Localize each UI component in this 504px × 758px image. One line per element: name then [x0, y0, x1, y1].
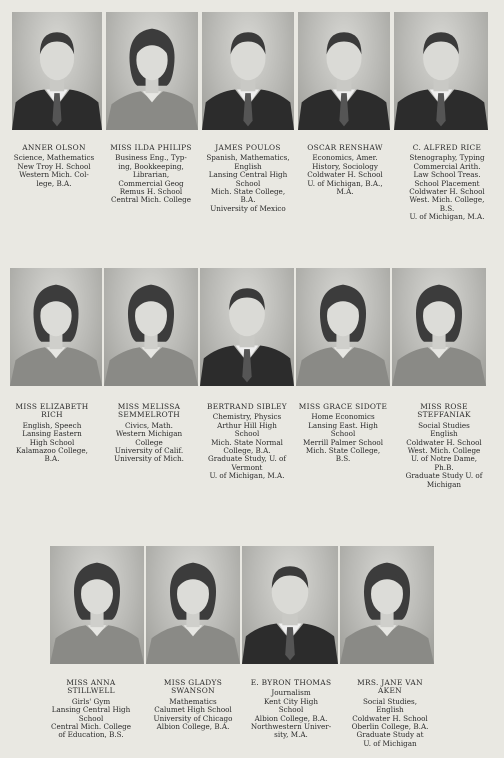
detail-line: New Troy H. School [17, 161, 91, 171]
detail-line: Remus H. School [119, 187, 183, 197]
portrait-photo [10, 268, 102, 386]
detail-line: U. of Michigan [363, 738, 417, 748]
portrait-photo [104, 268, 198, 386]
faculty-caption [98, 144, 204, 205]
faculty-details [196, 154, 300, 213]
detail-line: School [78, 713, 104, 723]
detail-line: Lansing East. High [308, 420, 378, 430]
detail-line: Northwestern Univer- [250, 722, 332, 732]
faculty-name [0, 403, 104, 420]
faculty-caption [0, 403, 104, 464]
name-line: MISS ANNA [66, 678, 116, 687]
detail-line: Spanish, Mathematics, [206, 153, 290, 163]
name-line: JAMES POULOS [215, 143, 281, 152]
faculty-details [96, 422, 202, 464]
faculty-name [2, 144, 106, 152]
faculty-caption [290, 403, 396, 464]
name-line: C. ALFRED RICE [412, 143, 482, 152]
faculty-details [2, 154, 106, 188]
detail-line: Coldwater H. School [307, 170, 383, 180]
portrait-photo [200, 268, 294, 386]
faculty-name [336, 679, 444, 696]
detail-line: Albion College, B.A. [254, 713, 328, 723]
faculty-name [238, 679, 344, 687]
detail-line: Vermont [231, 462, 263, 472]
faculty-name [98, 144, 204, 152]
faculty-details [194, 413, 300, 480]
detail-line: English [430, 429, 458, 439]
detail-line: Mich. State College, [305, 446, 381, 456]
faculty-name [392, 144, 502, 152]
faculty-caption [194, 403, 300, 481]
faculty-details [336, 698, 444, 748]
faculty-details [36, 698, 146, 740]
detail-line: West. Mich. College [407, 446, 481, 456]
detail-line: Coldwater H. School [406, 437, 482, 447]
detail-line: Social Studies, [362, 696, 417, 706]
detail-line: ing, Bookkeeping, [118, 161, 184, 171]
detail-line: Mich. State Normal [211, 437, 283, 447]
detail-line: Lansing Central High [51, 705, 131, 715]
faculty-name [194, 403, 300, 411]
name-line: OSCAR RENSHAW [307, 143, 383, 152]
detail-line: School [330, 429, 356, 439]
detail-line: Social Studies [418, 420, 470, 430]
faculty-caption [140, 679, 246, 731]
detail-line: History, Sociology [312, 161, 378, 171]
faculty-name [36, 679, 146, 696]
faculty-name [96, 403, 202, 420]
detail-line: U. of Michigan, B.A., [307, 178, 383, 188]
faculty-caption [238, 679, 344, 740]
detail-line: Mich. State College, [210, 187, 286, 197]
detail-line: B.S. [439, 203, 455, 213]
detail-line: West. Mich. College, [409, 195, 485, 205]
faculty-details [392, 154, 502, 221]
detail-line: Mathematics [169, 696, 217, 706]
portrait-photo [242, 546, 338, 664]
faculty-details [290, 413, 396, 463]
faculty-caption [36, 679, 146, 740]
detail-line: Michigan [426, 479, 462, 489]
faculty-details [292, 154, 398, 196]
faculty-caption [292, 144, 398, 196]
detail-line: Journalism [271, 688, 311, 698]
detail-line: University of Mich. [114, 454, 184, 464]
detail-line: Science, Mathematics [13, 153, 95, 163]
detail-line: Albion College, B.A. [156, 722, 230, 732]
detail-line: University of Mexico [210, 203, 286, 213]
detail-line: Lansing Central High [208, 170, 288, 180]
detail-line: of Education, B.S. [58, 730, 124, 740]
portrait-photo [392, 268, 486, 386]
faculty-name [388, 403, 500, 420]
detail-line: School Placement [414, 178, 480, 188]
faculty-caption [392, 144, 502, 222]
detail-line: Graduate Study, U. of [207, 454, 287, 464]
detail-line: B.A. [44, 454, 60, 464]
name-line: MISS GLADYS [163, 678, 223, 687]
detail-line: University of Chicago [153, 713, 233, 723]
detail-line: Lansing Eastern [22, 429, 82, 439]
name-line: MISS ROSE [420, 402, 468, 411]
faculty-details [140, 698, 246, 732]
detail-line: Central Mich. College [51, 722, 131, 732]
name-line: STEFFANIAK [417, 410, 471, 420]
detail-line: College [135, 437, 163, 447]
faculty-caption [388, 403, 500, 489]
name-line: STILLWELL [67, 686, 115, 696]
detail-line: Oberlin College, B.A. [351, 722, 429, 732]
faculty-caption [2, 144, 106, 188]
portrait-photo [298, 12, 390, 130]
detail-line: Law School Treas. [413, 170, 481, 180]
faculty-name [290, 403, 396, 411]
detail-line: Graduate Study U. of [405, 471, 483, 481]
detail-line: High School [29, 437, 75, 447]
name-line: MISS GRACE SIDOTE [298, 402, 388, 411]
detail-line: School [234, 429, 260, 439]
detail-line: Business Eng., Typ- [115, 153, 187, 163]
portrait-photo [394, 12, 488, 130]
detail-line: Calumet High School [154, 705, 232, 715]
detail-line: English [234, 161, 262, 171]
detail-line: U. of Michigan, M.A. [409, 212, 485, 222]
detail-line: U. of Notre Dame, [410, 454, 478, 464]
portrait-photo [50, 546, 144, 664]
detail-line: lege, B.A. [36, 178, 72, 188]
faculty-details [0, 422, 104, 464]
detail-line: M.A. [336, 187, 354, 197]
portrait-photo [202, 12, 294, 130]
faculty-details [238, 689, 344, 739]
detail-line: Central Mich. College [111, 195, 191, 205]
name-line: AKEN [378, 686, 402, 696]
detail-line: English [376, 705, 404, 715]
portrait-photo [340, 546, 434, 664]
detail-line: Economics, Amer. [312, 153, 378, 163]
detail-line: Librarian, [132, 170, 170, 180]
detail-line: Ph.B. [434, 462, 454, 472]
name-line: MRS. JANE VAN [357, 678, 423, 687]
detail-line: Western Mich. Col- [19, 170, 89, 180]
portrait-photo [106, 12, 198, 130]
detail-line: Kent City High [263, 696, 319, 706]
name-line: E. BYRON THOMAS [250, 678, 332, 687]
detail-line: B.S. [335, 454, 351, 464]
detail-line: B.A. [240, 195, 256, 205]
faculty-details [98, 154, 204, 204]
detail-line: School [235, 178, 261, 188]
name-line: MISS ILDA PHILIPS [110, 143, 192, 152]
faculty-name [140, 679, 246, 696]
detail-line: Graduate Study at [356, 730, 424, 740]
detail-line: Merrill Palmer School [302, 437, 384, 447]
detail-line: Commercial Arith. [413, 161, 481, 171]
faculty-caption [96, 403, 202, 464]
detail-line: Coldwater H. School [409, 187, 485, 197]
detail-line: Kalamazoo College, [16, 446, 88, 456]
detail-line: English, Speech [22, 420, 82, 430]
detail-line: Civics, Math. [125, 420, 173, 430]
name-line: SWANSON [171, 686, 215, 696]
detail-line: Stenography, Typing [409, 153, 485, 163]
detail-line: University of Calif. [114, 446, 184, 456]
faculty-caption [196, 144, 300, 213]
detail-line: Chemistry, Physics [212, 412, 282, 422]
faculty-caption [336, 679, 444, 748]
name-line: BERTRAND SIBLEY [207, 402, 287, 411]
name-line: RICH [41, 410, 63, 420]
detail-line: Coldwater H. School [352, 713, 428, 723]
name-line: MISS ELIZABETH [15, 402, 89, 411]
detail-line: Girls' Gym [71, 696, 111, 706]
faculty-details [388, 422, 500, 489]
portrait-photo [12, 12, 102, 130]
portrait-photo [146, 546, 240, 664]
detail-line: Western Michigan [115, 429, 183, 439]
detail-line: sity, M.A. [274, 730, 308, 740]
portrait-photo [296, 268, 390, 386]
name-line: MISS MELISSA [117, 402, 181, 411]
detail-line: Arthur Hill High [217, 420, 277, 430]
detail-line: Commercial Geog [118, 178, 184, 188]
name-line: ANNER OLSON [22, 143, 86, 152]
detail-line: School [278, 705, 304, 715]
faculty-name [196, 144, 300, 152]
faculty-name [292, 144, 398, 152]
name-line: SEMMELROTH [118, 410, 180, 420]
detail-line: College, B.A. [223, 446, 271, 456]
detail-line: Home Economics [311, 412, 375, 422]
detail-line: U. of Michigan, M.A. [209, 471, 285, 481]
